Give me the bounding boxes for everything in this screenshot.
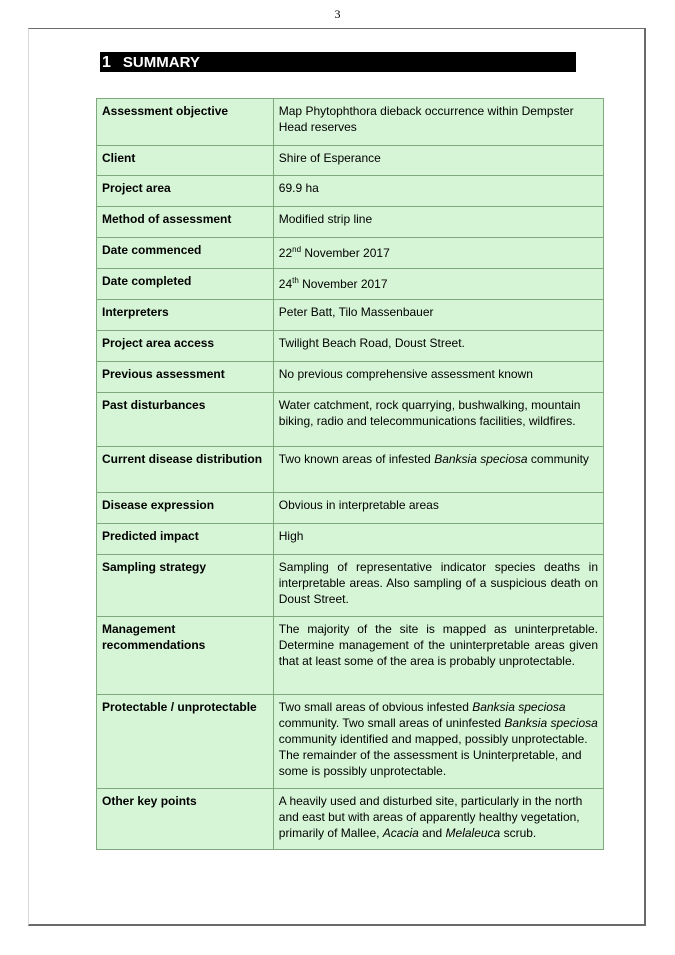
date-rest: November 2017 (298, 277, 388, 291)
species-name: Banksia speciosa (504, 716, 598, 730)
row-label: Project area access (97, 331, 274, 362)
species-name: Banksia speciosa (472, 700, 566, 714)
row-label: Management recommendations (97, 617, 274, 695)
genus-name: Acacia (382, 826, 419, 840)
date-day: 22 (278, 246, 293, 260)
row-value: Sampling of representative indicator species deaths in interpretable areas. Also sampling of a suspicious death on Doust Street. (273, 555, 603, 617)
row-value: High (273, 524, 603, 555)
row-value: Shire of Esperance (273, 146, 603, 176)
row-label: Client (97, 146, 274, 176)
section-heading (100, 52, 576, 72)
text-run: community identified and mapped, possibly unprotectable. The remainder of the assessment is Uninterpretable, and some is possibly unprotectable. (278, 732, 588, 778)
genus-name: Melaleuca (445, 826, 501, 840)
row-label: Disease expression (97, 493, 274, 524)
row-label: Past disturbances (97, 393, 274, 447)
table-row (97, 789, 604, 850)
row-value: Peter Batt, Tilo Massenbauer (273, 300, 603, 331)
row-label: Other key points (97, 789, 274, 850)
row-value: Twilight Beach Road, Doust Street. (273, 331, 603, 362)
date-rest: November 2017 (301, 246, 390, 260)
row-label: Previous assessment (97, 362, 274, 393)
section-title: SUMMARY (122, 54, 200, 71)
row-value: Water catchment, rock quarrying, bushwalking, mountain biking, radio and telecommunications facilities, wildfires. (273, 393, 603, 447)
text-run: scrub. (500, 826, 537, 840)
section-number: 1 (102, 54, 111, 71)
table-row (97, 524, 604, 555)
table-row (97, 269, 604, 300)
row-value (273, 269, 603, 300)
table-row (97, 176, 604, 207)
table-row (97, 493, 604, 524)
table-row (97, 393, 604, 447)
row-value (273, 238, 603, 269)
species-name: Banksia speciosa (434, 452, 528, 466)
table-row (97, 300, 604, 331)
table-row (97, 447, 604, 493)
row-label: Protectable / unprotectable (97, 695, 274, 789)
row-label: Sampling strategy (97, 555, 274, 617)
row-label: Predicted impact (97, 524, 274, 555)
row-value: Modified strip line (273, 207, 603, 238)
table-row (97, 99, 604, 146)
row-label: Date completed (97, 269, 274, 300)
text-run: A heavily used and disturbed site, particularly in the north and east but with areas of apparently healthy vegetation, primarily of Mallee, (278, 794, 583, 840)
row-value: The majority of the site is mapped as uninterpretable. Determine management of the uninterpretable areas given that at least some of the area is probably unprotectable. (273, 617, 603, 695)
text-run: Two small areas of obvious infested (278, 700, 473, 714)
row-value: Obvious in interpretable areas (273, 493, 603, 524)
row-label: Project area (97, 176, 274, 207)
row-label: Current disease distribution (97, 447, 274, 493)
row-value: Map Phytophthora dieback occurrence within Dempster Head reserves (273, 99, 603, 146)
row-value: No previous comprehensive assessment known (273, 362, 603, 393)
row-label: Assessment objective (97, 99, 274, 146)
row-label: Method of assessment (97, 207, 274, 238)
row-label: Date commenced (97, 238, 274, 269)
page-number: 3 (334, 7, 341, 21)
row-value: 69.9 ha (273, 176, 603, 207)
date-day: 24 (278, 277, 293, 291)
table-row (97, 146, 604, 176)
table-row (97, 617, 604, 695)
table-row (97, 695, 604, 789)
table-row (97, 555, 604, 617)
table-row (97, 207, 604, 238)
date-suffix: th (292, 276, 299, 285)
row-label: Interpreters (97, 300, 274, 331)
row-value (273, 695, 603, 789)
text-run: Two known areas of infested (278, 452, 435, 466)
table-row (97, 362, 604, 393)
table-row (97, 238, 604, 269)
text-run: community (527, 452, 589, 466)
row-value (273, 447, 603, 493)
row-value (273, 789, 603, 850)
summary-table (96, 98, 604, 850)
date-suffix: nd (292, 245, 302, 254)
text-run: and (418, 826, 446, 840)
text-run: community. Two small areas of uninfested (278, 716, 505, 730)
table-row (97, 331, 604, 362)
